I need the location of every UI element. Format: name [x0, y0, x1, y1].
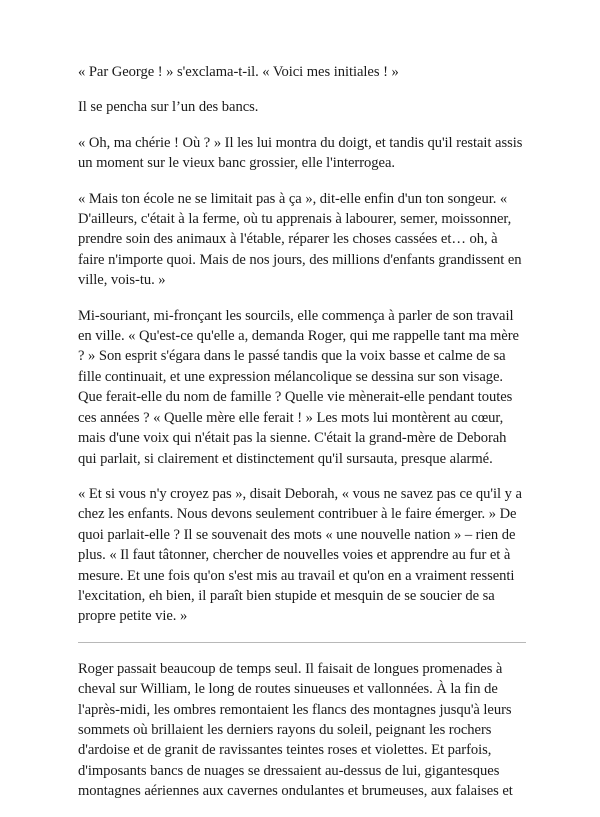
paragraph-exclamation: « Par George ! » s'exclama-t-il. « Voici mes initiales ! » [78, 64, 399, 80]
paragraph-new-nation: « Et si vous n'y croyez pas », disait Deborah, « vous ne savez pas ce qu'il y a chez les enfants. Nous devons seulement contribuer à le faire émerger. » De quoi parlait-elle ? Il se souvenait des mots « une nouvelle nation » – rien de plus. « Il faut tâtonner, chercher de nouvelles voies et apprendre au fur et à mesure. Et une fois qu'on s'est mis au travail et qu'on en a vraiment ressenti l'excitation, eh bien, il paraît bien stupide et mesquin de se soucier de sa propre petite vie. » [78, 485, 522, 625]
paragraph-darling: « Oh, ma chérie ! Où ? » Il les lui montra du doigt, et tandis qu'il restait assis un moment sur le vieux banc grossier, elle l'interrogea. [78, 134, 523, 172]
paragraph-work-in-city: Mi-souriant, mi-fronçant les sourcils, elle commença à parler de son travail en ville. « Qu'est-ce qu'elle a, demanda Roger, qui me rappelle tant ma mère ? » Son esprit s'égara dans le passé tandis que la voix basse et calme de sa fille continuait, et une expression mélancolique se dessina sur son visage. Que ferait-elle du nom de famille ? Quelle vie mènerait-elle pendant toutes ces années ? « Quelle mère elle ferait ! » Les mots lui montèrent au cœur, mais d'une voix qui n'était pas la sienne. C'était la grand-mère de Deborah qui parlait, si clairement et distinctement qu'il sursauta, presque alarmé. [78, 307, 519, 467]
document-page [78, 62, 526, 817]
paragraph-school: « Mais ton école ne se limitait pas à ça », dit-elle enfin d'un ton songeur. « D'ailleurs, c'était à la ferme, où tu apprenais à labourer, semer, moissonner, prendre soin des animaux à l'étable, réparer les choses cassées et… oh, à faire n'importe quoi. Mais de nos jours, des millions d'enfants grandissent en ville, vois-tu. » [78, 190, 522, 289]
paragraph-roger-alone: Roger passait beaucoup de temps seul. Il faisait de longues promenades à cheval sur William, le long de routes sinueuses et vallonnées. À la fin de l'après-midi, les ombres remontaient les flancs des montagnes jusqu'à leurs sommets où brillaient les derniers rayons du soleil, peignant les rochers d'ardoise et de granit de ravissantes teintes roses et violettes. Et parfois, d'imposants bancs de nuages se dressaient au-dessus de lui, gigantesques montagnes aériennes aux cavernes ondulantes et brumeuses, aux falaises et [78, 660, 513, 800]
section-divider [78, 642, 526, 643]
paragraph-bench: Il se pencha sur l’un des bancs. [78, 99, 259, 116]
